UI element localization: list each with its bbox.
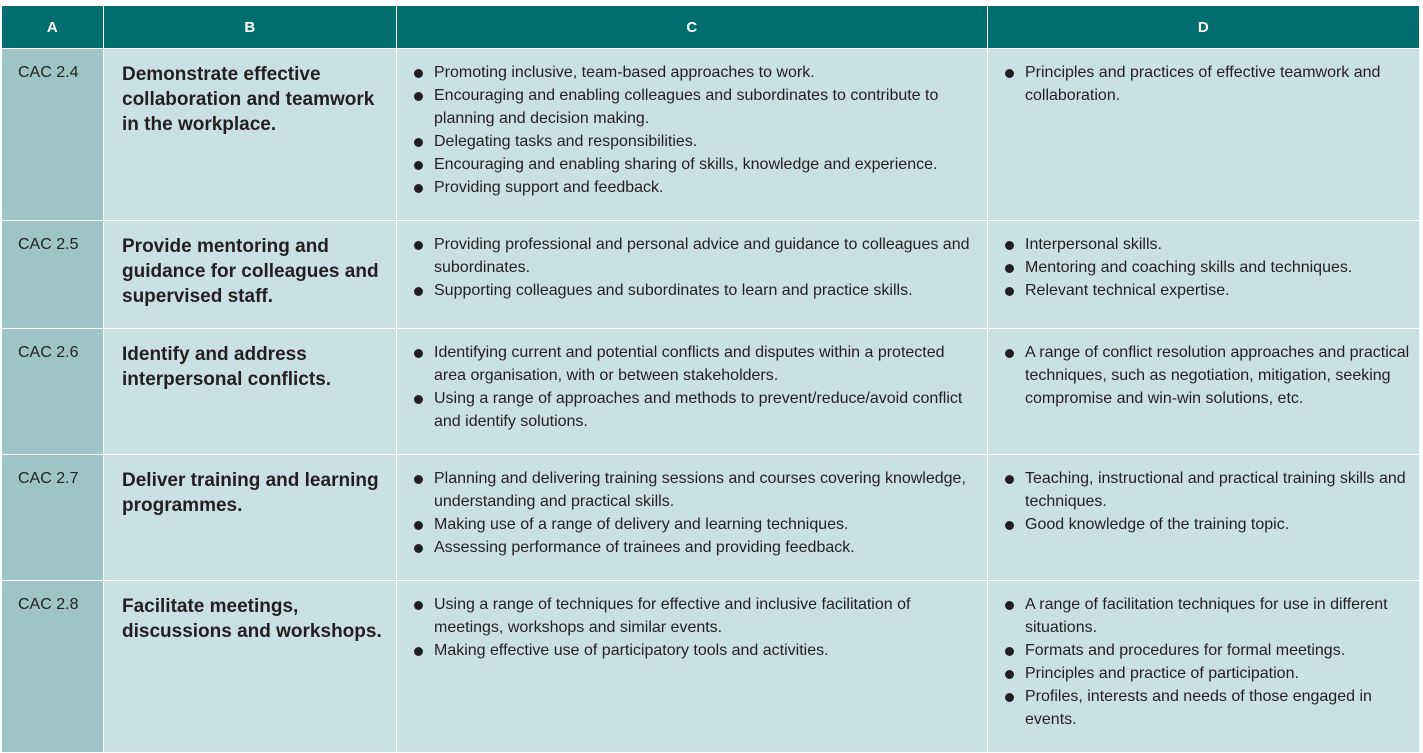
list-item: [413, 130, 979, 153]
list-item-text: Profiles, interests and needs of those engaged in events.: [1025, 688, 1372, 728]
knowledge-cell: [988, 455, 1420, 581]
list-item-text: Making effective use of participatory tools and activities.: [434, 642, 829, 659]
bullet-icon: [1005, 670, 1014, 679]
list-item: [413, 84, 979, 130]
competency-title: Identify and address interpersonal conflicts.: [104, 329, 397, 455]
knowledge-cell: [988, 221, 1420, 329]
bullet-icon: [414, 475, 423, 484]
list-item-text: Formats and procedures for formal meetings.: [1025, 642, 1346, 659]
bullet-icon: [414, 138, 423, 147]
skills-cell: [397, 455, 988, 581]
list-item-text: A range of facilitation techniques for use in different situations.: [1025, 596, 1388, 636]
table-row: [2, 49, 1420, 221]
list-item: [1004, 639, 1411, 662]
knowledge-list: [1004, 467, 1411, 536]
bullet-icon: [1005, 264, 1014, 273]
bullet-icon: [1005, 601, 1014, 610]
bullet-icon: [1005, 287, 1014, 296]
list-item: [1004, 685, 1411, 731]
knowledge-list: [1004, 61, 1411, 107]
skills-list: [413, 593, 979, 662]
bullet-icon: [414, 184, 423, 193]
list-item: [413, 279, 979, 302]
list-item-text: Encouraging and enabling sharing of skills, knowledge and experience.: [434, 156, 938, 173]
list-item-text: Principles and practice of participation.: [1025, 665, 1299, 682]
list-item-text: Teaching, instructional and practical training skills and techniques.: [1025, 470, 1406, 510]
list-item: [413, 467, 979, 513]
header-c: C: [397, 6, 988, 49]
list-item-text: Principles and practices of effective teamwork and collaboration.: [1025, 64, 1381, 104]
list-item-text: Providing support and feedback.: [434, 179, 664, 196]
competency-table: [1, 5, 1420, 753]
bullet-icon: [414, 92, 423, 101]
bullet-icon: [414, 349, 423, 358]
competency-code: CAC 2.8: [2, 581, 104, 753]
list-item-text: Delegating tasks and responsibilities.: [434, 133, 698, 150]
bullet-icon: [1005, 241, 1014, 250]
list-item-text: Promoting inclusive, team-based approaches to work.: [434, 64, 815, 81]
bullet-icon: [1005, 693, 1014, 702]
list-item: [413, 513, 979, 536]
list-item-text: Encouraging and enabling colleagues and subordinates to contribute to planning and decision making.: [434, 87, 939, 127]
list-item-text: Identifying current and potential conflicts and disputes within a protected area organisation, with or between stakeholders.: [434, 344, 945, 384]
list-item: [1004, 467, 1411, 513]
knowledge-list: [1004, 233, 1411, 302]
list-item: [1004, 513, 1411, 536]
bullet-icon: [414, 521, 423, 530]
list-item: [413, 639, 979, 662]
list-item-text: Using a range of techniques for effective and inclusive facilitation of meetings, workshops and similar events.: [434, 596, 911, 636]
table-row: [2, 329, 1420, 455]
skills-list: [413, 467, 979, 559]
list-item: [1004, 61, 1411, 107]
bullet-icon: [414, 544, 423, 553]
list-item: [413, 593, 979, 639]
skills-cell: [397, 221, 988, 329]
competency-code: CAC 2.6: [2, 329, 104, 455]
competency-title: Facilitate meetings, discussions and workshops.: [104, 581, 397, 753]
skills-list: [413, 61, 979, 199]
skills-list: [413, 341, 979, 433]
competency-title: Demonstrate effective collaboration and teamwork in the workplace.: [104, 49, 397, 221]
knowledge-list: [1004, 341, 1411, 410]
list-item: [413, 387, 979, 433]
bullet-icon: [414, 161, 423, 170]
bullet-icon: [1005, 69, 1014, 78]
list-item-text: Providing professional and personal advice and guidance to colleagues and subordinates.: [434, 236, 970, 276]
list-item-text: Mentoring and coaching skills and techniques.: [1025, 259, 1353, 276]
list-item: [1004, 341, 1411, 410]
list-item: [1004, 593, 1411, 639]
list-item-text: A range of conflict resolution approaches and practical techniques, such as negotiation, mitigation, seeking compromise and win-win solutions, etc.: [1025, 344, 1410, 407]
list-item-text: Assessing performance of trainees and providing feedback.: [434, 539, 855, 556]
knowledge-cell: [988, 329, 1420, 455]
bullet-icon: [414, 69, 423, 78]
header-row: [2, 6, 1420, 49]
bullet-icon: [414, 601, 423, 610]
list-item: [1004, 279, 1411, 302]
list-item-text: Making use of a range of delivery and learning techniques.: [434, 516, 849, 533]
list-item-text: Relevant technical expertise.: [1025, 282, 1230, 299]
bullet-icon: [1005, 475, 1014, 484]
knowledge-cell: [988, 581, 1420, 753]
competency-code: CAC 2.4: [2, 49, 104, 221]
header-d: D: [988, 6, 1420, 49]
list-item: [1004, 233, 1411, 256]
list-item: [413, 536, 979, 559]
list-item: [413, 153, 979, 176]
competency-code: CAC 2.5: [2, 221, 104, 329]
table-row: [2, 455, 1420, 581]
competency-title: Provide mentoring and guidance for colleagues and supervised staff.: [104, 221, 397, 329]
table-row: [2, 581, 1420, 753]
knowledge-list: [1004, 593, 1411, 731]
skills-cell: [397, 581, 988, 753]
list-item: [413, 61, 979, 84]
competency-title: Deliver training and learning programmes.: [104, 455, 397, 581]
table-row: [2, 221, 1420, 329]
bullet-icon: [1005, 647, 1014, 656]
competency-code: CAC 2.7: [2, 455, 104, 581]
bullet-icon: [414, 395, 423, 404]
bullet-icon: [414, 241, 423, 250]
skills-cell: [397, 329, 988, 455]
list-item-text: Good knowledge of the training topic.: [1025, 516, 1290, 533]
list-item: [413, 176, 979, 199]
knowledge-cell: [988, 49, 1420, 221]
bullet-icon: [414, 287, 423, 296]
skills-list: [413, 233, 979, 302]
skills-cell: [397, 49, 988, 221]
bullet-icon: [414, 647, 423, 656]
list-item: [413, 341, 979, 387]
header-a: A: [2, 6, 104, 49]
bullet-icon: [1005, 349, 1014, 358]
list-item: [413, 233, 979, 279]
list-item: [1004, 256, 1411, 279]
list-item-text: Interpersonal skills.: [1025, 236, 1162, 253]
list-item: [1004, 662, 1411, 685]
bullet-icon: [1005, 521, 1014, 530]
list-item-text: Planning and delivering training sessions and courses covering knowledge, understanding and practical skills.: [434, 470, 966, 510]
header-b: B: [104, 6, 397, 49]
list-item-text: Using a range of approaches and methods to prevent/reduce/avoid conflict and identify solutions.: [434, 390, 963, 430]
list-item-text: Supporting colleagues and subordinates to learn and practice skills.: [434, 282, 913, 299]
